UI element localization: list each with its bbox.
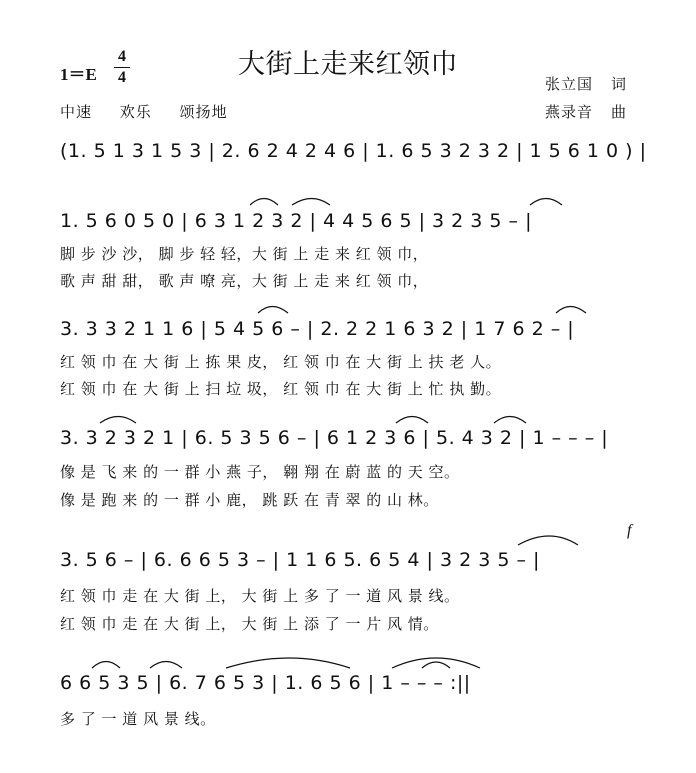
slur-arc <box>292 199 330 206</box>
lyricist-name: 张立国 <box>545 75 594 93</box>
slur-arc <box>250 199 278 206</box>
notation-line-4: 3. 3 2 3 2 1 | 6. 5 3 5 6 – | 6 1 2 3 6 | 5. 4 3 2 | 1 – – – | <box>60 427 609 449</box>
slur-arc <box>530 199 562 206</box>
time-signature-top: 4 <box>118 48 126 65</box>
slur-arc <box>100 417 136 424</box>
lyric-line: 红 领 巾 在 大 街 上 扫 垃 圾， 红 领 巾 在 大 街 上 忙 执 勤。 <box>60 380 502 398</box>
lyric-line: 像 是 跑 来 的 一 群 小 鹿， 跳 跃 在 青 翠 的 山 林。 <box>60 491 439 509</box>
tempo-term: 中速 <box>60 103 93 121</box>
lyricist-role: 词 <box>611 75 628 93</box>
notation-line-2: 1. 5 6 0 5 0 | 6 3 1 2 3 2 | 4 4 5 6 5 | 3 2 3 5 – | <box>60 210 532 232</box>
tempo-term: 欢乐 <box>119 103 152 121</box>
lyric-line: 像 是 飞 来 的 一 群 小 燕 子， 翱 翔 在 蔚 蓝 的 天 空。 <box>60 463 460 481</box>
lyric-line: 多 了 一 道 风 景 线。 <box>60 710 216 728</box>
dynamic-forte: f <box>627 522 632 539</box>
notation-line-1: (1. 5 1 3 1 5 3 | 2. 6 2 4 2 4 6 | 1. 6 5 3 2 3 2 | 1 5 6 1 0 ) | <box>60 140 647 162</box>
slur-arc <box>226 658 350 668</box>
lyric-line: 红 领 巾 走 在 大 街 上， 大 街 上 多 了 一 道 风 景 线。 <box>60 587 460 605</box>
song-title: 大街上走来红领巾 <box>238 49 458 80</box>
composer-role: 曲 <box>611 103 628 121</box>
lyric-line: 脚 步 沙 沙， 脚 步 轻 轻，大 街 上 走 来 红 领 巾， <box>60 245 429 263</box>
slur-arc <box>150 662 182 669</box>
slur-arc <box>92 662 120 669</box>
lyric-line: 歌 声 甜 甜， 歌 声 嘹 亮，大 街 上 走 来 红 领 巾， <box>60 272 429 290</box>
slur-arc <box>494 417 526 424</box>
slur-arc <box>392 658 480 668</box>
key-signature: 1＝E <box>60 65 97 84</box>
lyric-line: 红 领 巾 走 在 大 街 上， 大 街 上 添 了 一 片 风 情。 <box>60 615 439 633</box>
slur-arc <box>422 662 450 668</box>
slur-arc <box>556 307 586 314</box>
slur-arc <box>396 417 428 424</box>
slur-arc <box>518 536 578 545</box>
composer-name: 燕录音 <box>545 103 594 121</box>
lyric-line: 红 领 巾 在 大 街 上 拣 果 皮， 红 领 巾 在 大 街 上 扶 老 人。 <box>60 353 502 371</box>
notation-line-6: 6 6 5 3 5 | 6. 7 6 5 3 | 1. 6 5 6 | 1 – – – :|| <box>60 672 471 694</box>
tempo-term: 颂扬地 <box>179 103 228 121</box>
notation-line-5: 3. 5 6 – | 6. 6 6 5 3 – | 1 1 6 5. 6 5 4 | 3 2 3 5 – | <box>60 549 540 571</box>
time-signature-bottom: 4 <box>118 69 126 86</box>
notation-line-3: 3. 3 3 2 1 1 6 | 5 4 5 6 – | 2. 2 2 1 6 3 2 | 1 7 6 2 – | <box>60 318 575 340</box>
slur-arc <box>258 307 288 314</box>
